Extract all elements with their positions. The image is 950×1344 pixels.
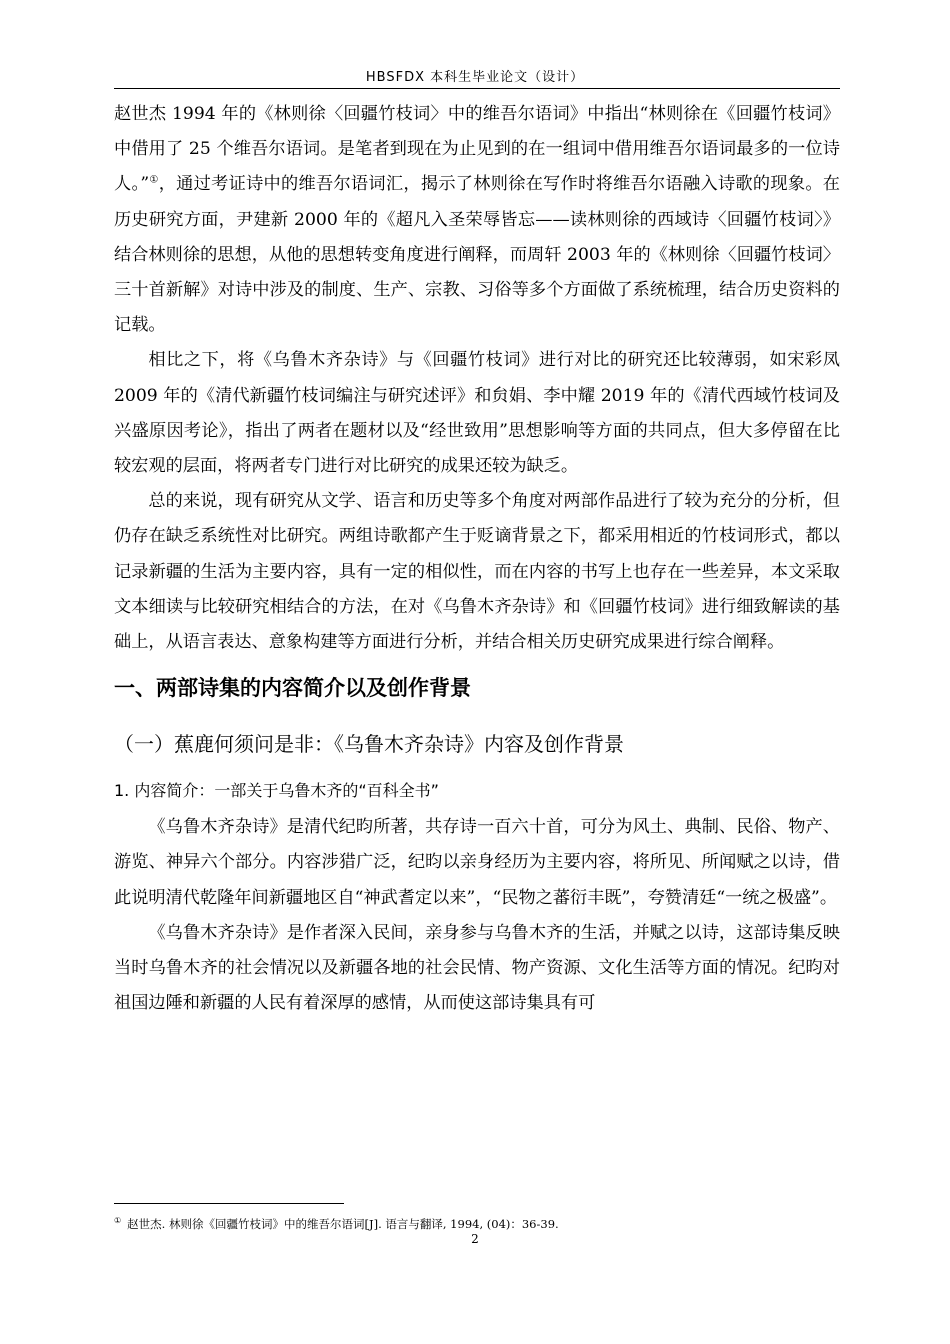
paragraph-3: 总的来说，现有研究从文学、语言和历史等多个角度对两部作品进行了较为充分的分析，但仍存在缺乏系统性对比研究。两组诗歌都产生于贬谪背景之下，都采用相近的竹枝词形式，都以记录新疆的生活为主要内容，具有一定的相似性，而在内容的书写上也存在一些差异，本文采取文本细读与比较研究相结合的方法，在对《乌鲁木齐杂诗》和《回疆竹枝词》进行细致解读的基础上，从语言表达、意象构建等方面进行分析，并结合相关历史研究成果进行综合阐释。 xyxy=(114,491,840,653)
footnote xyxy=(114,1213,840,1232)
subsubsection-heading: 1. 内容简介：一部关于乌鲁木齐的“百科全书” xyxy=(114,781,439,801)
running-header: HBSFDX 本科生毕业论文（设计） xyxy=(365,70,585,85)
body-text xyxy=(114,97,840,1021)
paragraph-4: 《乌鲁木齐杂诗》是清代纪昀所著，共存诗一百六十首，可分为风土、典制、民俗、物产、游览、神异六个部分。内容涉猎广泛，纪昀以亲身经历为主要内容，将所见、所闻赋之以诗，借此说明清代乾隆年间新疆地区自“神武耆定以来”，“民物之蕃衍丰既”，夸赞清廷“一统之极盛”。 xyxy=(114,817,840,908)
paragraph-5: 《乌鲁木齐杂诗》是作者深入民间，亲身参与乌鲁木齐的生活，并赋之以诗，这部诗集反映当时乌鲁木齐的社会情况以及新疆各地的社会民情、物产资源、文化生活等方面的情况。纪昀对祖国边陲和新疆的人民有着深厚的感情，从而使这部诗集具有可 xyxy=(114,922,840,1014)
footnote-mark: ① xyxy=(114,1216,122,1225)
paragraph-2: 相比之下，将《乌鲁木齐杂诗》与《回疆竹枝词》进行对比的研究还比较薄弱，如宋彩凤 2009 年的《清代新疆竹枝词编注与研究述评》和贠娟、李中耀 2019 年的《清代西域竹枝词及兴盛原因考论》，指出了两者在题材以及“经世致用”思想影响等方面的共同点，但大多停留在比较宏观的层面，将两者专门进行对比研究的成果还较为缺乏。 xyxy=(114,350,840,477)
subsection-heading: （一）蕉鹿何须问是非：《乌鲁木齐杂诗》内容及创作背景 xyxy=(114,732,624,757)
paragraph-1 xyxy=(114,97,840,343)
header-rule xyxy=(114,88,840,89)
footnote-reference[interactable]: ① xyxy=(149,174,159,186)
footnote-text: 赵世杰. 林则徐《回疆竹枝词》中的维吾尔语词[J]. 语言与翻译, 1994, (04)：36-39. xyxy=(127,1216,559,1231)
section-heading: 一、两部诗集的内容简介以及创作背景 xyxy=(114,676,471,701)
paragraph-1-text-a: 赵世杰 1994 年的《林则徐〈回疆竹枝词〉中的维吾尔语词》中指出“林则徐在《回疆竹枝词》中借用了 25 个维吾尔语词。是笔者到现在为止见到的在一组词中借用维吾尔语词最多的一位诗人。” xyxy=(114,104,840,195)
page-number: 2 xyxy=(471,1232,479,1246)
footnote-rule xyxy=(114,1203,344,1204)
paragraph-1-text-b: ，通过考证诗中的维吾尔语词汇，揭示了林则徐在写作时将维吾尔语融入诗歌的现象。在历史研究方面，尹建新 2000 年的《超凡入圣荣辱皆忘——读林则徐的西域诗〈回疆竹枝词〉》结合林则徐的思想，从他的思想转变角度进行阐释，而周轩 2003 年的《林则徐〈回疆竹枝词〉三十首新解》对诗中涉及的制度、生产、宗教、习俗等多个方面做了系统梳理，结合历史资料的记载。 xyxy=(114,174,840,336)
